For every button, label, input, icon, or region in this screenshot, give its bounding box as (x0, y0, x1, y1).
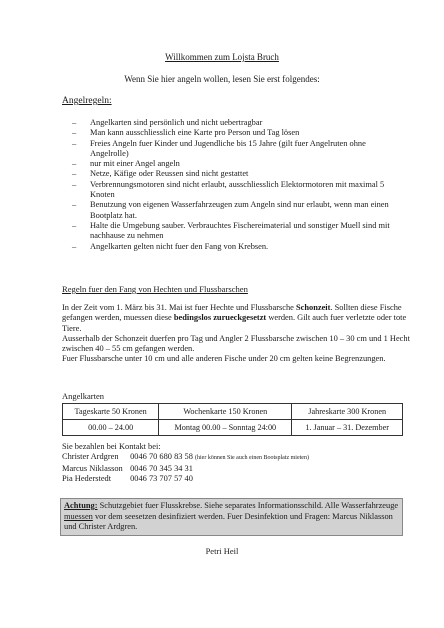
table-cell: 1. Januar – 31. Dezember (292, 420, 403, 436)
warning-text: Schutzgebiet fuer Flusskrebse. Siehe separates Informationsschild. Alle Wasserfahrzeuge (97, 501, 399, 510)
table-row (63, 404, 403, 420)
schonzeit-bold: Schonzeit (295, 303, 331, 312)
rule-text: nur mit einer Angel angeln (90, 159, 180, 169)
contact-intro: Sie bezahlen bei Kontakt bei: (62, 442, 161, 451)
list-dash: – (72, 118, 77, 127)
fang-text-part: werden. Gilt auch fuer verletzte oder tote Tiere. (62, 313, 407, 333)
signature: Petri Heil (205, 546, 239, 556)
table-header-cell: Jahreskarte 300 Kronen (292, 404, 403, 420)
warning-text: vor dem seesetzen desinfiziert werden. Fuer Desinfektion und Fragen: Marcus Niklasson und Christer Ardgren. (64, 511, 393, 532)
table-cell: 00.00 – 24.00 (63, 420, 159, 436)
list-item (72, 128, 402, 138)
table-header-cell: Wochenkarte 150 Kronen (159, 404, 292, 420)
fang-paragraph-2: Ausserhalb der Schonzeit duerfen pro Tag und Angler 2 Flussbarsche zwischen 10 – 30 cm und 1 Hecht zwischen 40 – 55 cm gefangen werden. (62, 333, 410, 354)
table-cell: Montag 00.00 – Sonntag 24:00 (159, 420, 292, 436)
list-item (72, 118, 402, 128)
rule-text: Verbrennungsmotoren sind nicht erlaubt, ausschliesslich Elektormotoren mit maximal 5 Knoten (90, 179, 385, 200)
cards-label: Angelkarten (62, 391, 105, 401)
list-item (72, 200, 402, 221)
list-item (72, 180, 402, 201)
list-dash: – (72, 179, 77, 189)
warning-box (60, 498, 403, 536)
fang-heading: Regeln fuer den Fang von Hechten und Flussbarschen (62, 284, 248, 294)
rule-text: Halte die Umgebung sauber. Verbrauchtes Fischereimaterial und sonstiger Muell sind mit nachhause zu nehmen (90, 220, 390, 241)
list-item (72, 242, 402, 252)
list-item (72, 159, 402, 169)
contact-name: Christer Ardgren (62, 452, 119, 462)
list-dash: – (72, 138, 77, 148)
contact-name: Marcus Niklasson (62, 463, 123, 473)
contact-phone: 0046 70 345 34 31 (130, 463, 193, 473)
list-dash: – (72, 128, 77, 138)
rule-text: Netze, Käfige oder Reussen sind nicht gestattet (90, 169, 249, 179)
list-item (72, 139, 402, 160)
rule-text: Benutzung von eigenen Wasserfahrzeugen zum Angeln sind nur erlaubt, wenn man einen Bootplatz hat. (90, 200, 389, 220)
cards-table (62, 403, 403, 436)
contact-phone: 0046 73 707 57 40 (130, 474, 193, 484)
contact-row (62, 452, 422, 463)
rule-text: Angelkarten sind persönlich und nicht uebertragbar (90, 118, 263, 127)
list-dash: – (72, 159, 77, 169)
contact-row (62, 474, 422, 484)
zuruecksetzen-bold: bedingslos zurueckgesetzt (173, 313, 267, 323)
rules-heading: Angelregeln: (62, 96, 112, 106)
list-dash: – (72, 169, 77, 179)
list-dash: – (72, 200, 77, 210)
rule-text: Man kann ausschliesslich eine Karte pro Person und Tag lösen (90, 128, 300, 138)
fang-section (62, 303, 412, 365)
rule-text: Freies Angeln fuer Kinder und Jugendliche bis 15 Jahre (gilt fuer Angelruten ohne Angelrolle) (90, 138, 366, 158)
table-header-cell: Tageskarte 50 Kronen (63, 404, 159, 420)
list-item (72, 169, 402, 179)
rule-text: Angelkarten gelten nicht fuer den Fang von Krebsen. (90, 241, 269, 251)
contact-row (62, 464, 422, 474)
list-item (72, 221, 402, 242)
list-dash: – (72, 220, 77, 230)
contact-phone: 0046 70 680 83 58 (130, 452, 193, 462)
fang-paragraph-3: Fuer Flussbarsche unter 10 cm und alle anderen Fische under 20 cm gelten keine Begrenzungen. (62, 354, 386, 364)
warning-label: Achtung: (64, 501, 98, 510)
rules-list (72, 118, 402, 252)
intro-text: Wenn Sie hier angeln wollen, lesen Sie erst folgendes: (124, 74, 320, 84)
list-dash: – (72, 241, 77, 251)
page-title: Willkommen zum Lojsta Bruch (165, 52, 279, 62)
contact-section (62, 442, 422, 485)
warning-emphasis: muessen (64, 511, 93, 521)
fang-paragraph-1 (62, 303, 412, 334)
contact-note: (hier können Sie auch einen Bootsplatz mieten) (195, 455, 309, 462)
contact-name: Pia Hederstedt (62, 474, 112, 484)
table-row (63, 420, 403, 436)
fang-text-part: . Sollten diese Fische gefangen werden, muessen diese (62, 303, 402, 323)
fang-text-part: In der Zeit vom 1. März bis 31. Mai ist fuer Hechte und Flussbarsche (62, 303, 296, 312)
